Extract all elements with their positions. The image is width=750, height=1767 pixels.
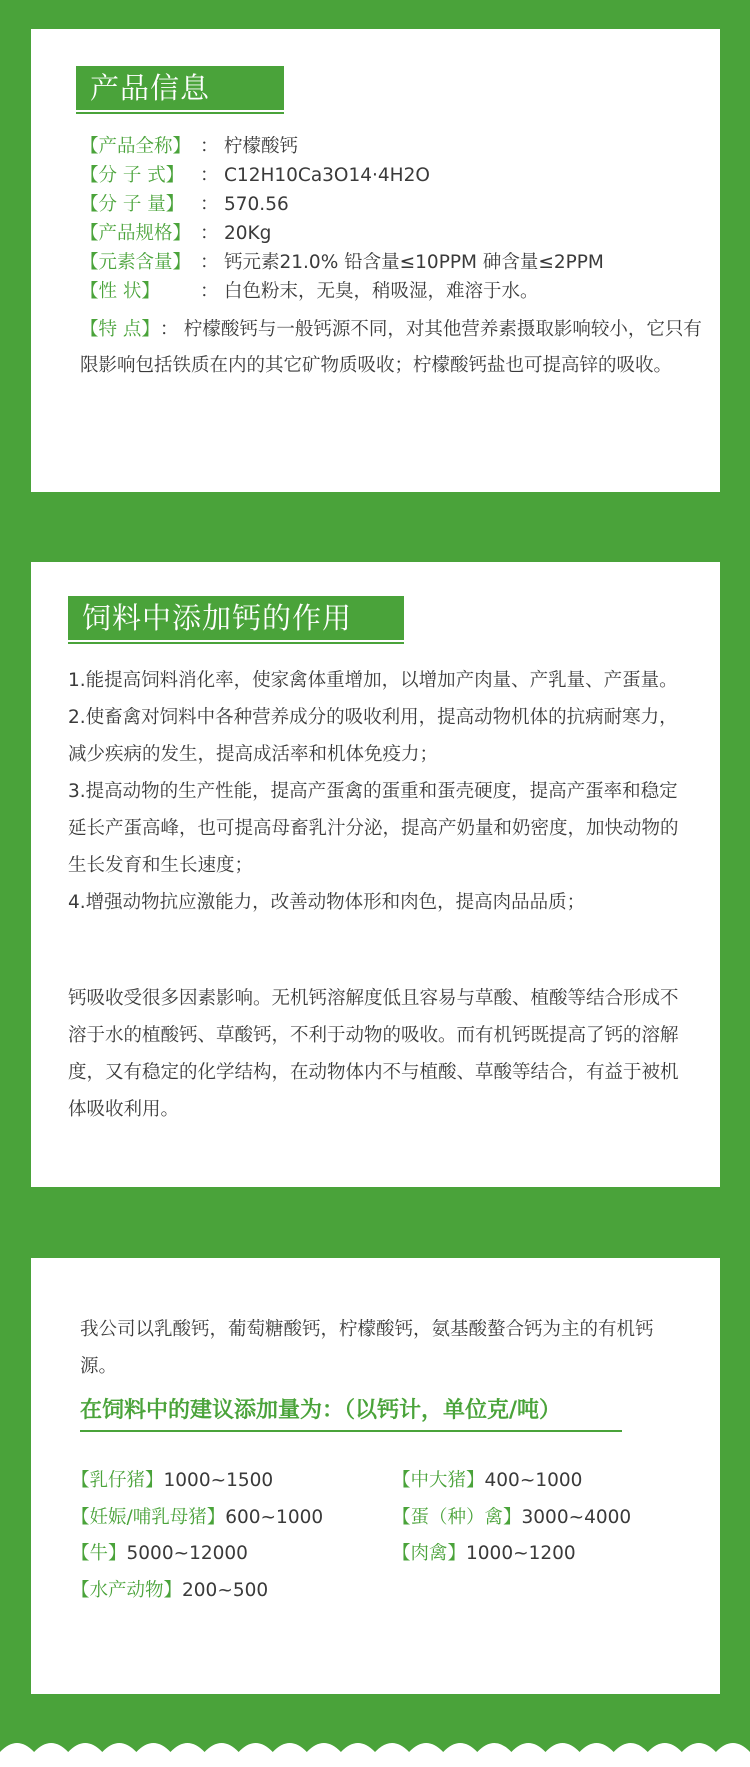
dose-item	[71, 1503, 323, 1533]
point-2: 2.使畜禽对饲料中各种营养成分的吸收利用，提高动物机体的抗病耐寒力，减少疾病的发生，提高成活率和机体免疫力；	[68, 707, 678, 765]
info-sep: ：	[159, 319, 179, 340]
info-row-content	[80, 248, 604, 277]
dose-value: 1000~1500	[163, 1470, 274, 1491]
info-value: 白色粉末，无臭，稍吸湿，难溶于水。	[224, 281, 539, 302]
dose-label: 【肉禽】	[392, 1543, 467, 1564]
product-info-title: 产品信息	[76, 66, 284, 110]
info-label: 【特 点】	[80, 319, 160, 340]
dosage-intro: 我公司以乳酸钙，葡萄糖酸钙，柠檬酸钙，氨基酸螯合钙为主的有机钙源。	[80, 1319, 654, 1377]
dose-item	[392, 1503, 631, 1533]
dose-value: 200~500	[182, 1580, 269, 1601]
info-feature	[80, 312, 720, 384]
dose-item	[71, 1539, 248, 1569]
info-label: 【分 子 量】	[80, 194, 185, 215]
dosage-subtitle: 在饲料中的建议添加量为：（以钙计，单位克/吨）	[80, 1398, 562, 1423]
info-label: 【产品全称】	[80, 136, 192, 157]
info-label: 【元素含量】	[80, 252, 192, 273]
dose-label: 【妊娠/哺乳母猪】	[71, 1507, 226, 1528]
calcium-role-card	[31, 562, 720, 1187]
info-value: 20Kg	[224, 223, 272, 244]
info-sep: ：	[200, 281, 219, 302]
subtitle-underline	[80, 1430, 622, 1432]
dose-label: 【中大猪】	[392, 1470, 485, 1491]
dose-value: 600~1000	[225, 1507, 324, 1528]
dose-item	[392, 1539, 576, 1569]
info-label: 【分 子 式】	[80, 165, 185, 186]
point-4: 4.增强动物抗应激能力，改善动物体形和肉色，提高肉品品质；	[68, 892, 586, 913]
dose-item	[71, 1576, 268, 1606]
info-value: C12H10Ca3O14·4H2O	[224, 165, 430, 186]
info-row-appearance	[80, 277, 539, 306]
info-label: 【产品规格】	[80, 223, 192, 244]
info-value: 钙元素21.0% 铅含量≤10PPM 砷含量≤2PPM	[224, 252, 604, 273]
info-row-spec	[80, 219, 271, 248]
dosage-card	[31, 1258, 720, 1694]
dose-item	[392, 1466, 582, 1496]
scallop-border	[0, 1738, 750, 1767]
dose-value: 1000~1200	[466, 1543, 576, 1564]
title-underline	[76, 112, 284, 114]
info-row-fullname	[80, 132, 298, 161]
info-value: 570.56	[224, 194, 289, 215]
dose-value: 3000~4000	[521, 1507, 632, 1528]
info-row-formula	[80, 161, 430, 190]
dose-value: 400~1000	[484, 1470, 583, 1491]
absorption-paragraph: 钙吸收受很多因素影响。无机钙溶解度低且容易与草酸、植酸等结合形成不溶于水的植酸钙、草酸钙，不利于动物的吸收。而有机钙既提高了钙的溶解度，又有稳定的化学结构，在动物体内不与植酸、草酸等结合，有益于被机体吸收利用。	[68, 988, 679, 1120]
info-sep: ：	[200, 223, 219, 244]
info-sep: ：	[200, 165, 219, 186]
dose-label: 【水产动物】	[71, 1580, 183, 1601]
title-underline	[68, 642, 404, 644]
dose-label: 【牛】	[71, 1543, 127, 1564]
dose-label: 【乳仔猪】	[71, 1470, 164, 1491]
info-label: 【性 状】	[80, 281, 160, 302]
dose-item	[71, 1466, 273, 1496]
point-1: 1.能提高饲料消化率，使家禽体重增加，以增加产肉量、产乳量、产蛋量。	[68, 670, 678, 691]
info-row-weight	[80, 190, 289, 219]
point-3: 3.提高动物的生产性能，提高产蛋禽的蛋重和蛋壳硬度，提高产蛋率和稳定延长产蛋高峰，也可提高母畜乳汁分泌，提高产奶量和奶密度，加快动物的生长发育和生长速度；	[68, 781, 679, 876]
dose-value: 5000~12000	[126, 1543, 248, 1564]
calcium-role-title: 饲料中添加钙的作用	[68, 596, 404, 640]
info-sep: ：	[200, 136, 219, 157]
info-sep: ：	[200, 194, 219, 215]
info-value: 柠檬酸钙与一般钙源不同，对其他营养素摄取影响较小，它只有限影响包括铁质在内的其它矿物质吸收；柠檬酸钙盐也可提高锌的吸收。	[80, 319, 702, 376]
calcium-role-points	[68, 662, 690, 921]
info-sep: ：	[200, 252, 219, 273]
info-value: 柠檬酸钙	[224, 136, 299, 157]
product-info-card	[31, 29, 720, 492]
dose-label: 【蛋（种）禽】	[392, 1507, 522, 1528]
